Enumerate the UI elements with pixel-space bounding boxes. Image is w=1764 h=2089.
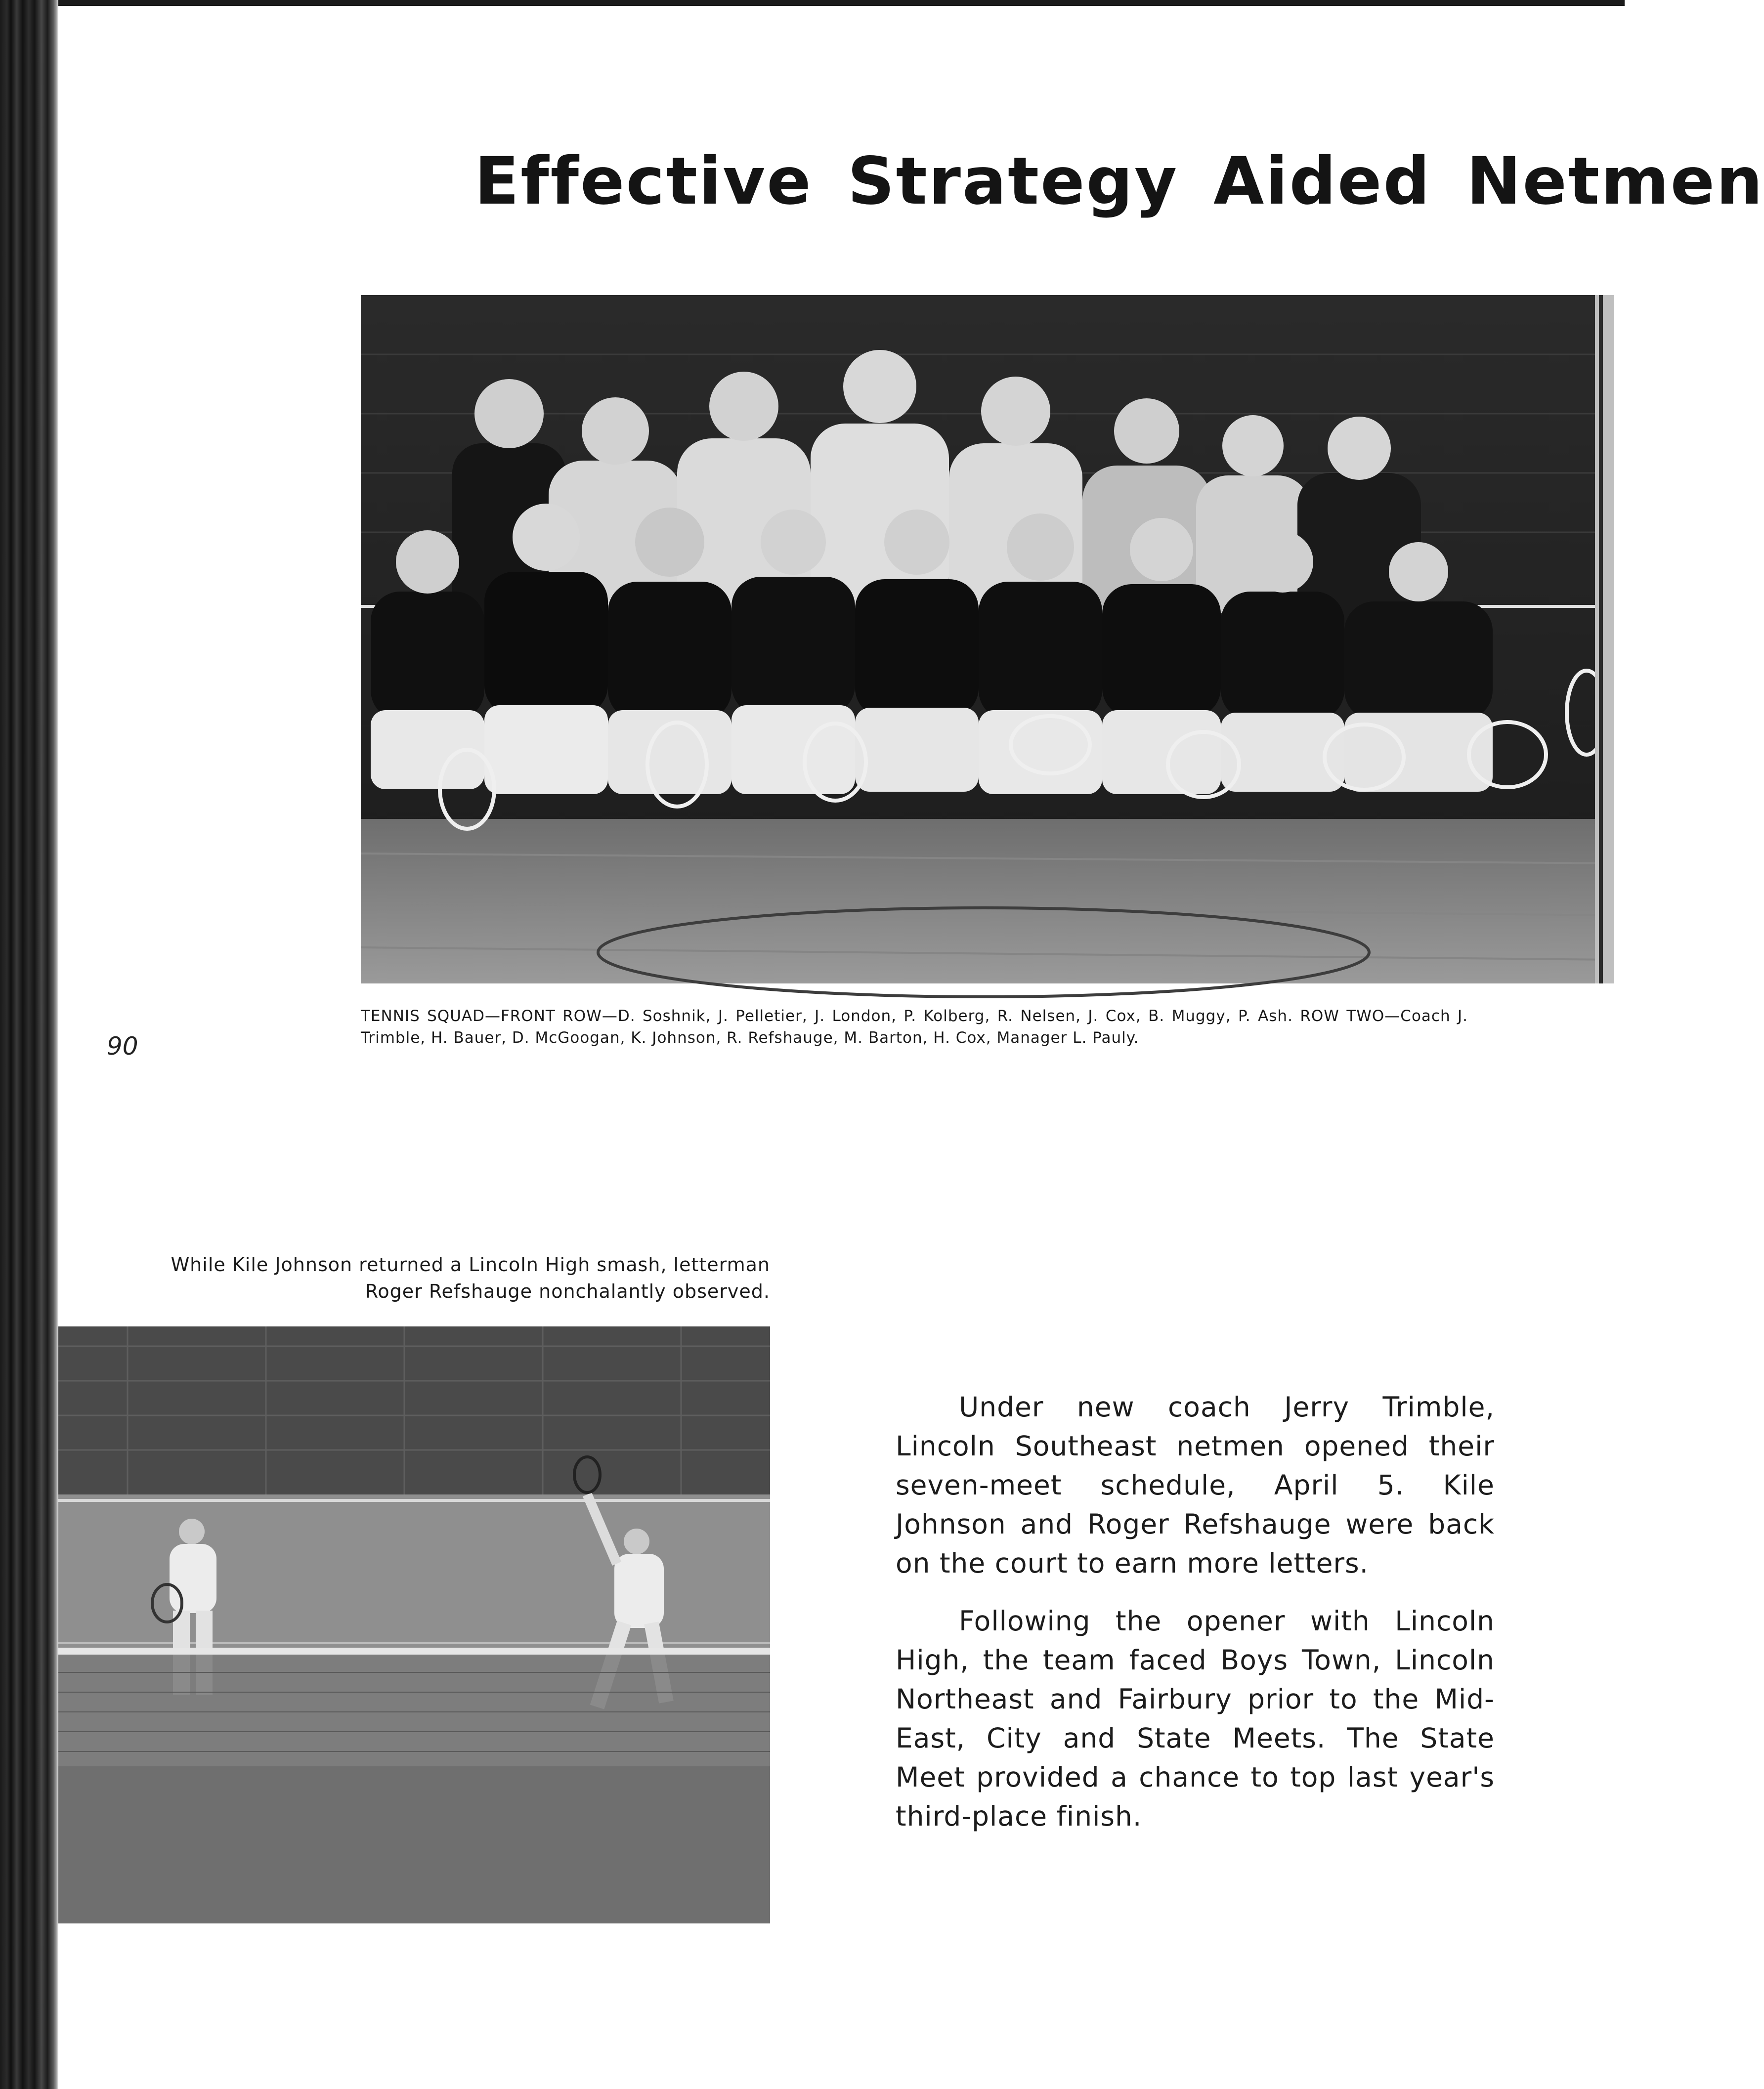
article-paragraph: Under new coach Jerry Trimble, Lincoln Southeast netmen opened their seven-meet schedule, April 5. Kile Johnson and Roger Refshauge were back on the court to earn more letters.	[896, 1391, 1495, 1579]
tennis-squad-caption: TENNIS SQUAD—FRONT ROW—D. Soshnik, J. Pelletier, J. London, P. Kolberg, R. Nelsen, J. Cox, B. Muggy, P. Ash. ROW TWO—Coach J. Trimble, H. Bauer, D. McGoogan, K. Johnson, R. Refshauge, M. Barton, H. Cox, Manager L. Pauly.	[361, 1007, 1468, 1047]
article-body	[896, 1388, 1495, 1855]
page-top-edge	[58, 0, 1625, 6]
court-photo-caption: While Kile Johnson returned a Lincoln High smash, letterman Roger Refshauge nonchalantly observed.	[171, 1254, 770, 1302]
article-paragraph: Following the opener with Lincoln High, the team faced Boys Town, Lincoln Northeast and Fairbury prior to the Mid-East, City and State Meets. The State Meet provided a chance to top last year's third-place finish.	[896, 1605, 1495, 1832]
tennis-match-photo	[58, 1326, 770, 1923]
tennis-squad-photo	[361, 295, 1614, 983]
page-title: Effective Strategy Aided Netmen	[474, 143, 1764, 219]
tennis-match-photo-art	[58, 1326, 770, 1923]
tennis-squad-photo-art	[361, 295, 1614, 983]
page-number: 90	[107, 1032, 138, 1061]
book-spine	[0, 0, 58, 2089]
